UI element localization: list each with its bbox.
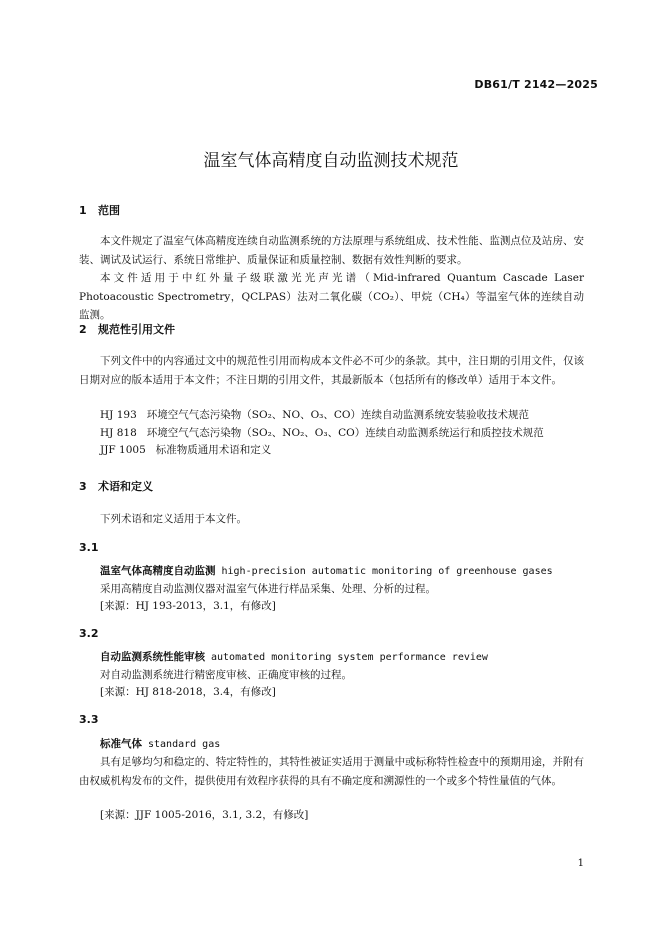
reference-code: HJ 193 bbox=[100, 409, 137, 421]
section-number: 3 bbox=[79, 480, 87, 493]
section-title: 范围 bbox=[98, 204, 120, 217]
term-zh: 自动监测系统性能审核 bbox=[100, 651, 205, 663]
term-number: 3.3 bbox=[79, 713, 99, 726]
term-title bbox=[100, 735, 220, 755]
section-2-heading bbox=[79, 321, 175, 337]
reference-title: 环境空气气态污染物（SO₂、NO₂、O₃、CO）连续自动监测系统运行和质控技术规范 bbox=[146, 427, 544, 439]
term-definition: 对自动监测系统进行精密度审核、正确度审核的过程。 bbox=[100, 669, 352, 681]
scope-paragraph-1: 本文件规定了温室气体高精度连续自动监测系统的方法原理与系统组成、技术性能、监测点位及站房、安装、调试及试运行、系统日常维护、质量保证和质量控制、数据有效性判断的要求。 bbox=[79, 235, 584, 266]
term-zh: 标准气体 bbox=[100, 738, 142, 750]
reference-item bbox=[100, 441, 584, 460]
term-number: 3.1 bbox=[79, 541, 99, 554]
scope-paragraph-2: 本文件适用于中红外量子级联激光光声光谱（Mid-infrared Quantum Cascade Laser Photoacoustic Spectrometry，QCLPAS）法对二氧化碳（CO₂）、甲烷（CH₄）等温室气体的连续自动监测。 bbox=[79, 272, 584, 321]
section-title: 术语和定义 bbox=[98, 480, 153, 493]
term-definition: 具有足够均匀和稳定的、特定特性的，其特性被证实适用于测量中或标称特性检查中的预期用途，并附有由权威机构发布的文件，提供使用有效程序获得的具有不确定度和溯源性的一个或多个特性量值的气体。 bbox=[79, 756, 584, 787]
references-intro: 下列文件中的内容通过文中的规范性引用而构成本文件必不可少的条款。其中，注日期的引用文件，仅该日期对应的版本适用于本文件；不注日期的引用文件，其最新版本（包括所有的修改单）适用于本文件。 bbox=[79, 355, 584, 386]
section-title: 规范性引用文件 bbox=[98, 323, 175, 336]
term-en: standard gas bbox=[148, 739, 221, 750]
term-title bbox=[100, 648, 488, 668]
term-number: 3.2 bbox=[79, 627, 99, 640]
section-1-heading bbox=[79, 202, 120, 218]
section-number: 2 bbox=[79, 323, 87, 336]
reference-code: HJ 818 bbox=[100, 427, 137, 439]
term-source: [来源：JJF 1005-2016，3.1, 3.2，有修改] bbox=[100, 809, 309, 821]
terms-intro: 下列术语和定义适用于本文件。 bbox=[100, 513, 247, 525]
term-zh: 温室气体高精度自动监测 bbox=[100, 565, 216, 577]
term-source: [来源：HJ 193-2013，3.1，有修改] bbox=[100, 600, 276, 612]
section-3-heading bbox=[79, 478, 153, 494]
term-en: high-precision automatic monitoring of greenhouse gases bbox=[221, 566, 553, 577]
document-title: 温室气体高精度自动监测技术规范 bbox=[203, 151, 459, 171]
term-definition: 采用高精度自动监测仪器对温室气体进行样品采集、处理、分析的过程。 bbox=[100, 583, 436, 595]
reference-code: JJF 1005 bbox=[100, 444, 146, 456]
page-number: 1 bbox=[577, 858, 584, 869]
standard-code: DB61/T 2142—2025 bbox=[474, 78, 598, 91]
reference-item bbox=[100, 424, 584, 443]
reference-item bbox=[100, 406, 584, 425]
term-en: automated monitoring system performance review bbox=[211, 652, 488, 663]
reference-title: 标准物质通用术语和定义 bbox=[155, 444, 272, 456]
reference-title: 环境空气气态污染物（SO₂、NO、O₃、CO）连续自动监测系统安装验收技术规范 bbox=[146, 409, 530, 421]
term-source: [来源：HJ 818-2018，3.4，有修改] bbox=[100, 686, 276, 698]
term-title bbox=[100, 562, 553, 582]
section-number: 1 bbox=[79, 204, 87, 217]
